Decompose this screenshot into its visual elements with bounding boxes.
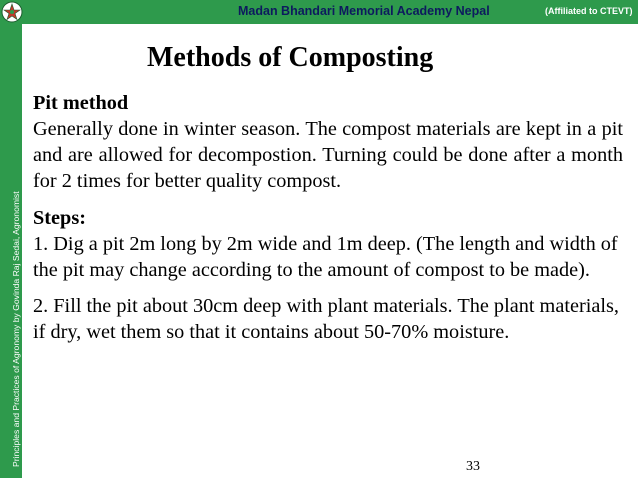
slide-title: Methods of Composting [147, 42, 434, 73]
page-number: 33 [466, 459, 480, 474]
steps-heading: Steps: [33, 207, 86, 229]
slide-content [33, 90, 623, 345]
section-heading: Pit method [33, 92, 129, 114]
intro-paragraph: Generally done in winter season. The compost materials are kept in a pit and are allowed for decompostion. Turning could be done after a month for 2 times for better quality compost. [33, 118, 623, 192]
academy-emblem-icon [1, 1, 23, 23]
step-1: 1. Dig a pit 2m long by 2m wide and 1m deep. (The length and width of the pit may change according to the amount of compost to be made). [33, 233, 618, 281]
step-2: 2. Fill the pit about 30cm deep with plant materials. The plant materials, if dry, wet them so that it contains about 50-70% moisture. [33, 295, 619, 343]
sidebar-credit: Principles and Practices of Agronomy by Govinda Raj Sedai, Agronomist [11, 191, 21, 467]
header-bar [0, 0, 638, 24]
header-title: Madan Bhandari Memorial Academy Nepal [238, 4, 490, 18]
header-affiliation: (Affiliated to CTEVT) [545, 6, 633, 16]
